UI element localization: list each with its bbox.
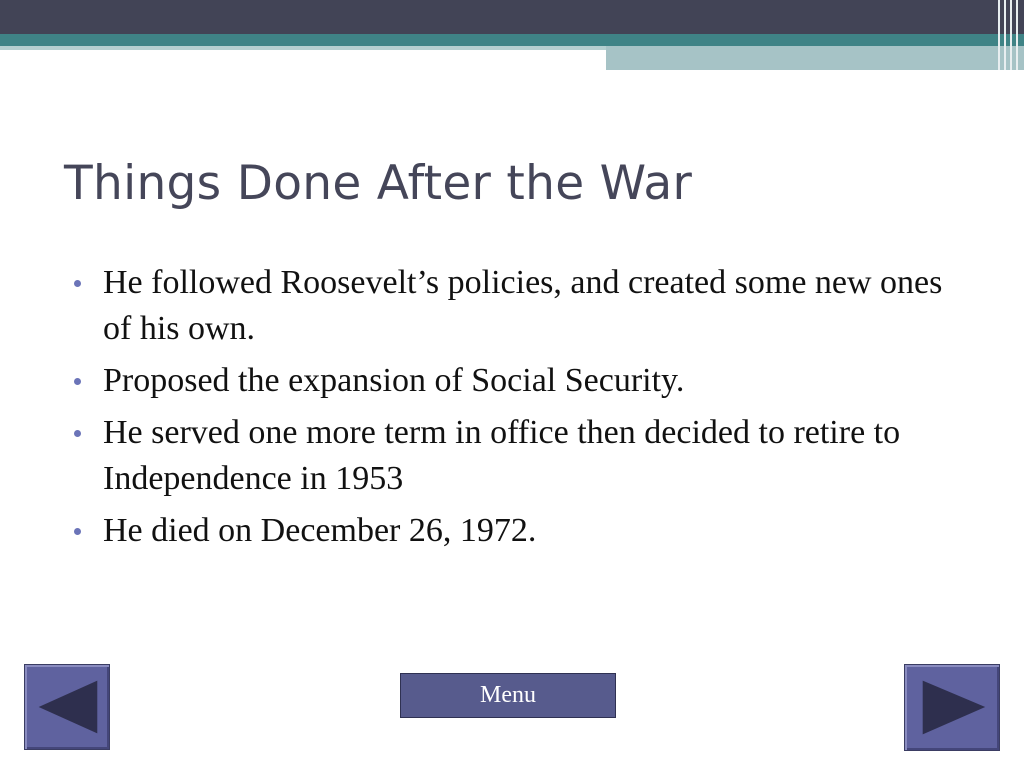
bullet-text: He died on December 26, 1972. [103,512,537,549]
bullet-text: He served one more term in office then decided to retire to Independence in 1953 [103,414,901,497]
bullet-dot-icon [74,430,81,437]
bullet-item [74,358,954,404]
bullet-text: He followed Roosevelt’s policies, and created some new ones of his own. [103,264,943,347]
bullet-list [74,260,954,560]
bullet-dot-icon [74,528,81,535]
bullet-text: Proposed the expansion of Social Security. [103,362,685,399]
next-slide-button[interactable] [904,664,1000,751]
decorative-stripes [994,0,1024,70]
bullet-item [74,260,954,352]
bullet-item [74,508,954,554]
header-band-light-right [606,46,1024,70]
triangle-right-icon [905,665,999,750]
slide-title: Things Done After the War [64,156,693,211]
bullet-item [74,410,954,502]
header-band-dark [0,0,1024,34]
header-band-light [0,46,606,50]
menu-button[interactable]: Menu [400,673,616,718]
bullet-dot-icon [74,280,81,287]
header-band-teal [0,34,1024,46]
triangle-left-icon [25,665,109,749]
previous-slide-button[interactable] [24,664,110,750]
bullet-dot-icon [74,378,81,385]
